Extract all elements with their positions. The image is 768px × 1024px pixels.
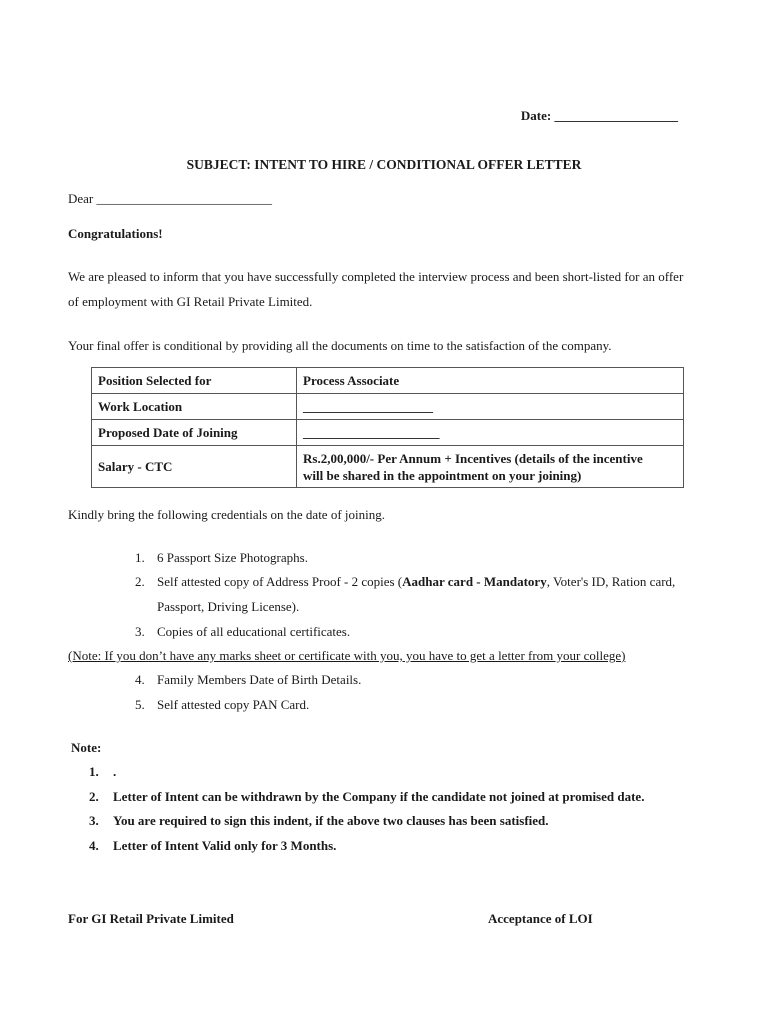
list-item — [135, 697, 309, 713]
table-row — [92, 368, 684, 394]
note-number: 2. — [89, 789, 99, 804]
list-text: Family Members Date of Birth Details. — [157, 672, 362, 687]
list-number: 5. — [135, 697, 145, 712]
salary-label: Salary - CTC — [92, 446, 297, 488]
congratulations-text: Congratulations! — [68, 226, 163, 241]
note-item — [89, 813, 549, 829]
list-number: 4. — [135, 672, 145, 687]
credentials-intro: Kindly bring the following credentials on the date of joining. — [68, 507, 385, 522]
list-text: Copies of all educational certificates. — [157, 624, 351, 639]
joining-date-value: _____________________ — [297, 420, 684, 446]
salary-value — [297, 446, 684, 488]
table-row — [92, 420, 684, 446]
list-text: , Voter's ID, Ration card, — [546, 574, 676, 589]
salutation-label: Dear — [68, 191, 94, 206]
list-text: Self attested copy of Address Proof - 2 copies ( — [157, 574, 403, 589]
salutation — [68, 191, 272, 207]
position-label: Position Selected for — [92, 368, 297, 394]
note-text: . — [113, 764, 117, 779]
acceptance-signatory: Acceptance of LOI — [488, 911, 593, 926]
subject-heading: SUBJECT: INTENT TO HIRE / CONDITIONAL OFFER LETTER — [186, 157, 582, 172]
intro-line-2: of employment with GI Retail Private Limited. — [68, 294, 313, 309]
note-text: Letter of Intent Valid only for 3 Months. — [113, 838, 337, 853]
list-number: 1. — [135, 550, 145, 565]
note-number: 3. — [89, 813, 99, 828]
date-field — [521, 108, 678, 124]
offer-details-table — [91, 367, 684, 488]
joining-date-label: Proposed Date of Joining — [92, 420, 297, 446]
list-item-continuation: Passport, Driving License). — [157, 599, 300, 614]
list-number: 3. — [135, 624, 145, 639]
note-number: 1. — [89, 764, 99, 779]
intro-paragraph — [68, 264, 728, 314]
location-label: Work Location — [92, 394, 297, 420]
list-item — [135, 574, 675, 590]
note-text: You are required to sign this indent, if the above two clauses has been satisfied. — [113, 813, 549, 828]
list-text: Self attested copy PAN Card. — [157, 697, 310, 712]
note-heading: Note: — [71, 740, 102, 755]
salary-value-line-1: Rs.2,00,000/- Per Annum + Incentives (details of the incentive — [303, 450, 643, 466]
list-item — [135, 672, 361, 688]
list-text-bold: Aadhar card - Mandatory — [402, 574, 547, 589]
intro-line-1: We are pleased to inform that you have successfully completed the interview process and been short-listed for an offer — [68, 269, 684, 284]
location-value: ____________________ — [297, 394, 684, 420]
note-number: 4. — [89, 838, 99, 853]
note-item — [89, 764, 116, 780]
position-value: Process Associate — [297, 368, 684, 394]
list-text: 6 Passport Size Photographs. — [157, 550, 308, 565]
date-label: Date: — [520, 108, 552, 123]
salutation-blank: ___________________________ — [96, 191, 273, 206]
company-signatory: For GI Retail Private Limited — [68, 911, 234, 926]
table-row — [92, 394, 684, 420]
list-number: 2. — [135, 574, 145, 589]
note-item — [89, 789, 644, 805]
salary-value-line-2: will be shared in the appointment on your joining) — [303, 467, 582, 483]
condition-paragraph: Your final offer is conditional by providing all the documents on time to the satisfaction of the company. — [68, 338, 612, 353]
marks-sheet-note: (Note: If you don’t have any marks sheet or certificate with you, you have to get a letter from your college) — [68, 648, 626, 663]
list-item — [135, 550, 308, 566]
list-item — [135, 624, 350, 640]
table-row — [92, 446, 684, 488]
note-text: Letter of Intent can be withdrawn by the Company if the candidate not joined at promised date. — [113, 789, 645, 804]
note-item — [89, 838, 336, 854]
date-blank: ___________________ — [554, 108, 678, 123]
